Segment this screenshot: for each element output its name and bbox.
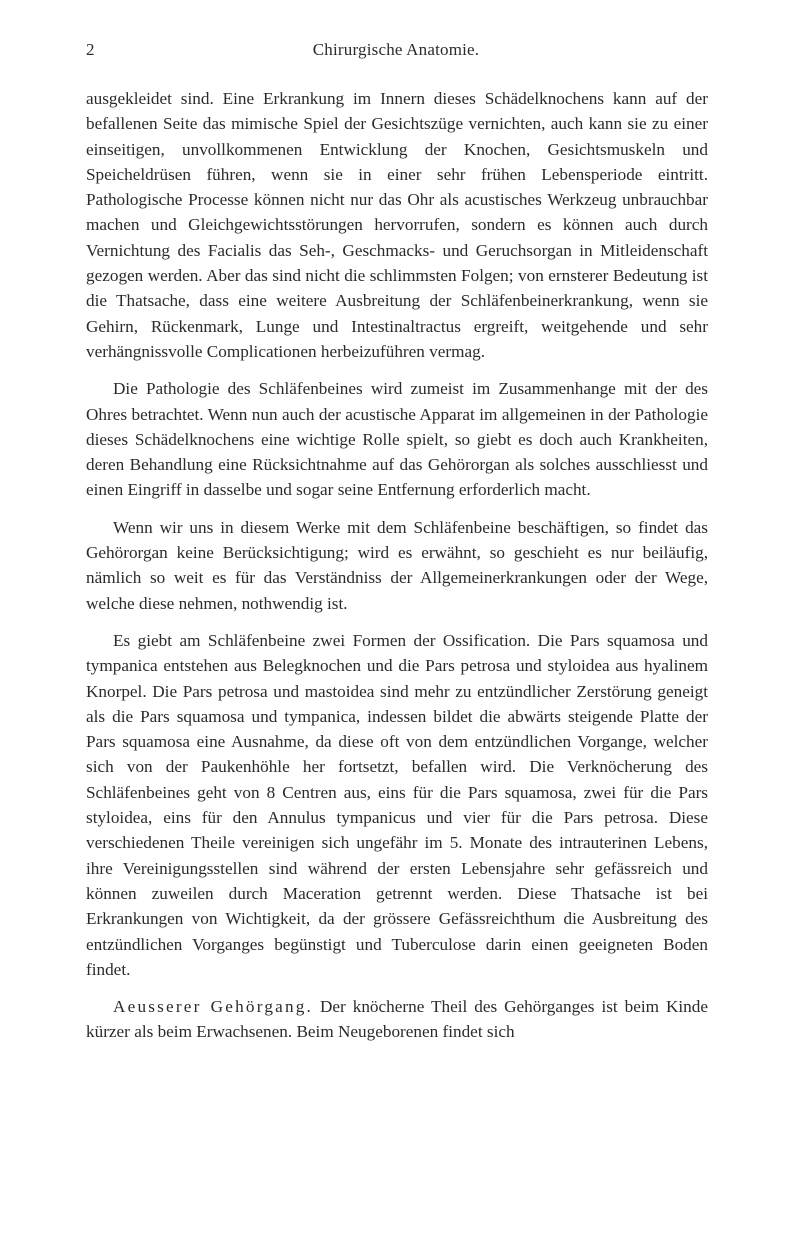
paragraph-4: Es giebt am Schläfenbeine zwei Formen der Ossification. Die Pars squamosa und tympanica entstehen aus Belegknochen und die Pars petrosa und styloidea aus hyalinem Knorpel. Die Pars petrosa und mastoidea sind mehr zu entzündlicher Zerstörung geneigt als die Pars squamosa und tympanica, indessen bildet die abwärts steigende Platte der Pars squamosa eine Ausnahme, da diese oft von dem entzündlichen Vorgange, welcher sich von der Paukenhöhle her fortsetzt, befallen wird. Die Verknöcherung des Schläfenbeines geht von 8 Centren aus, eins für die Pars squamosa, zwei für die Pars styloidea, eins für den Annulus tympanicus und vier für die Pars petrosa. Diese verschiedenen Theile vereinigen sich ungefähr im 5. Monate des intrauterinen Lebens, ihre Vereinigungsstellen sind während der ersten Lebensjahre sehr gefässreich und können zuweilen durch Maceration getrennt werden. Diese Thatsache ist bei Erkrankungen von Wichtigkeit, da der grössere Gefässreichthum die Ausbreitung des entzündlichen Vorganges begünstigt und Tuberculose darin einen geeigneten Boden findet. (86, 630, 708, 979)
paragraph-2: Die Pathologie des Schläfenbeines wird zumeist im Zusammenhange mit der des Ohres betrachtet. Wenn nun auch der acustische Apparat im allgemeinen in der Pathologie dieses Schädelknochens eine wichtige Rolle spielt, so giebt es doch auch Krankheiten, deren Behandlung eine Rücksichtnahme auf das Gehörorgan als solches ausschliesst und einen Eingriff in dasselbe und sogar seine Entfernung erforderlich macht. (86, 379, 708, 500)
paragraph-5 (86, 994, 708, 1045)
paragraph-1: ausgekleidet sind. Eine Erkrankung im Innern dieses Schädelknochens kann auf der befallenen Seite das mimische Spiel der Gesichtszüge vernichten, auch kann sie zu einer einseitigen, unvollkommenen Entwicklung der Knochen, Gesichtsmuskeln und Speicheldrüsen führen, wenn sie in einer sehr frühen Lebensperiode eintritt. Pathologische Processe können nicht nur das Ohr als acustisches Werkzeug unbrauchbar machen und Gleichgewichtsstörungen hervorrufen, sondern es können auch durch Vernichtung des Facialis das Seh-, Geschmacks- und Geruchsorgan in Mitleidenschaft gezogen werden. Aber das sind nicht die schlimmsten Folgen; von ernsterer Bedeutung ist die Thatsache, dass eine weitere Ausbreitung der Schläfenbeinerkrankung, wenn sie Gehirn, Rückenmark, Lunge und Intestinaltractus ergreift, weitgehende und sehr verhängnissvolle Complicationen herbeizuführen vermag. (86, 89, 708, 361)
page-number: 2 (86, 40, 95, 59)
body-text (86, 86, 708, 1057)
paragraph-5-text: Der knöcherne Theil des Gehörganges ist beim Kinde kürzer als beim Erwachsenen. Beim Neugeborenen findet sich (86, 997, 708, 1042)
paragraph-3: Wenn wir uns in diesem Werke mit dem Schläfenbeine beschäftigen, so findet das Gehörorgan keine Berücksichtigung; wird es erwähnt, so geschieht es nur beiläufig, nämlich so weit es für das Verständniss der Allgemeinerkrankungen oder der Wege, welche diese nehmen, nothwendig ist. (86, 517, 708, 613)
section-heading: Aeusserer Gehörgang. (113, 997, 314, 1017)
page-header (86, 40, 706, 70)
running-title: Chirurgische Anatomie. (312, 40, 480, 59)
